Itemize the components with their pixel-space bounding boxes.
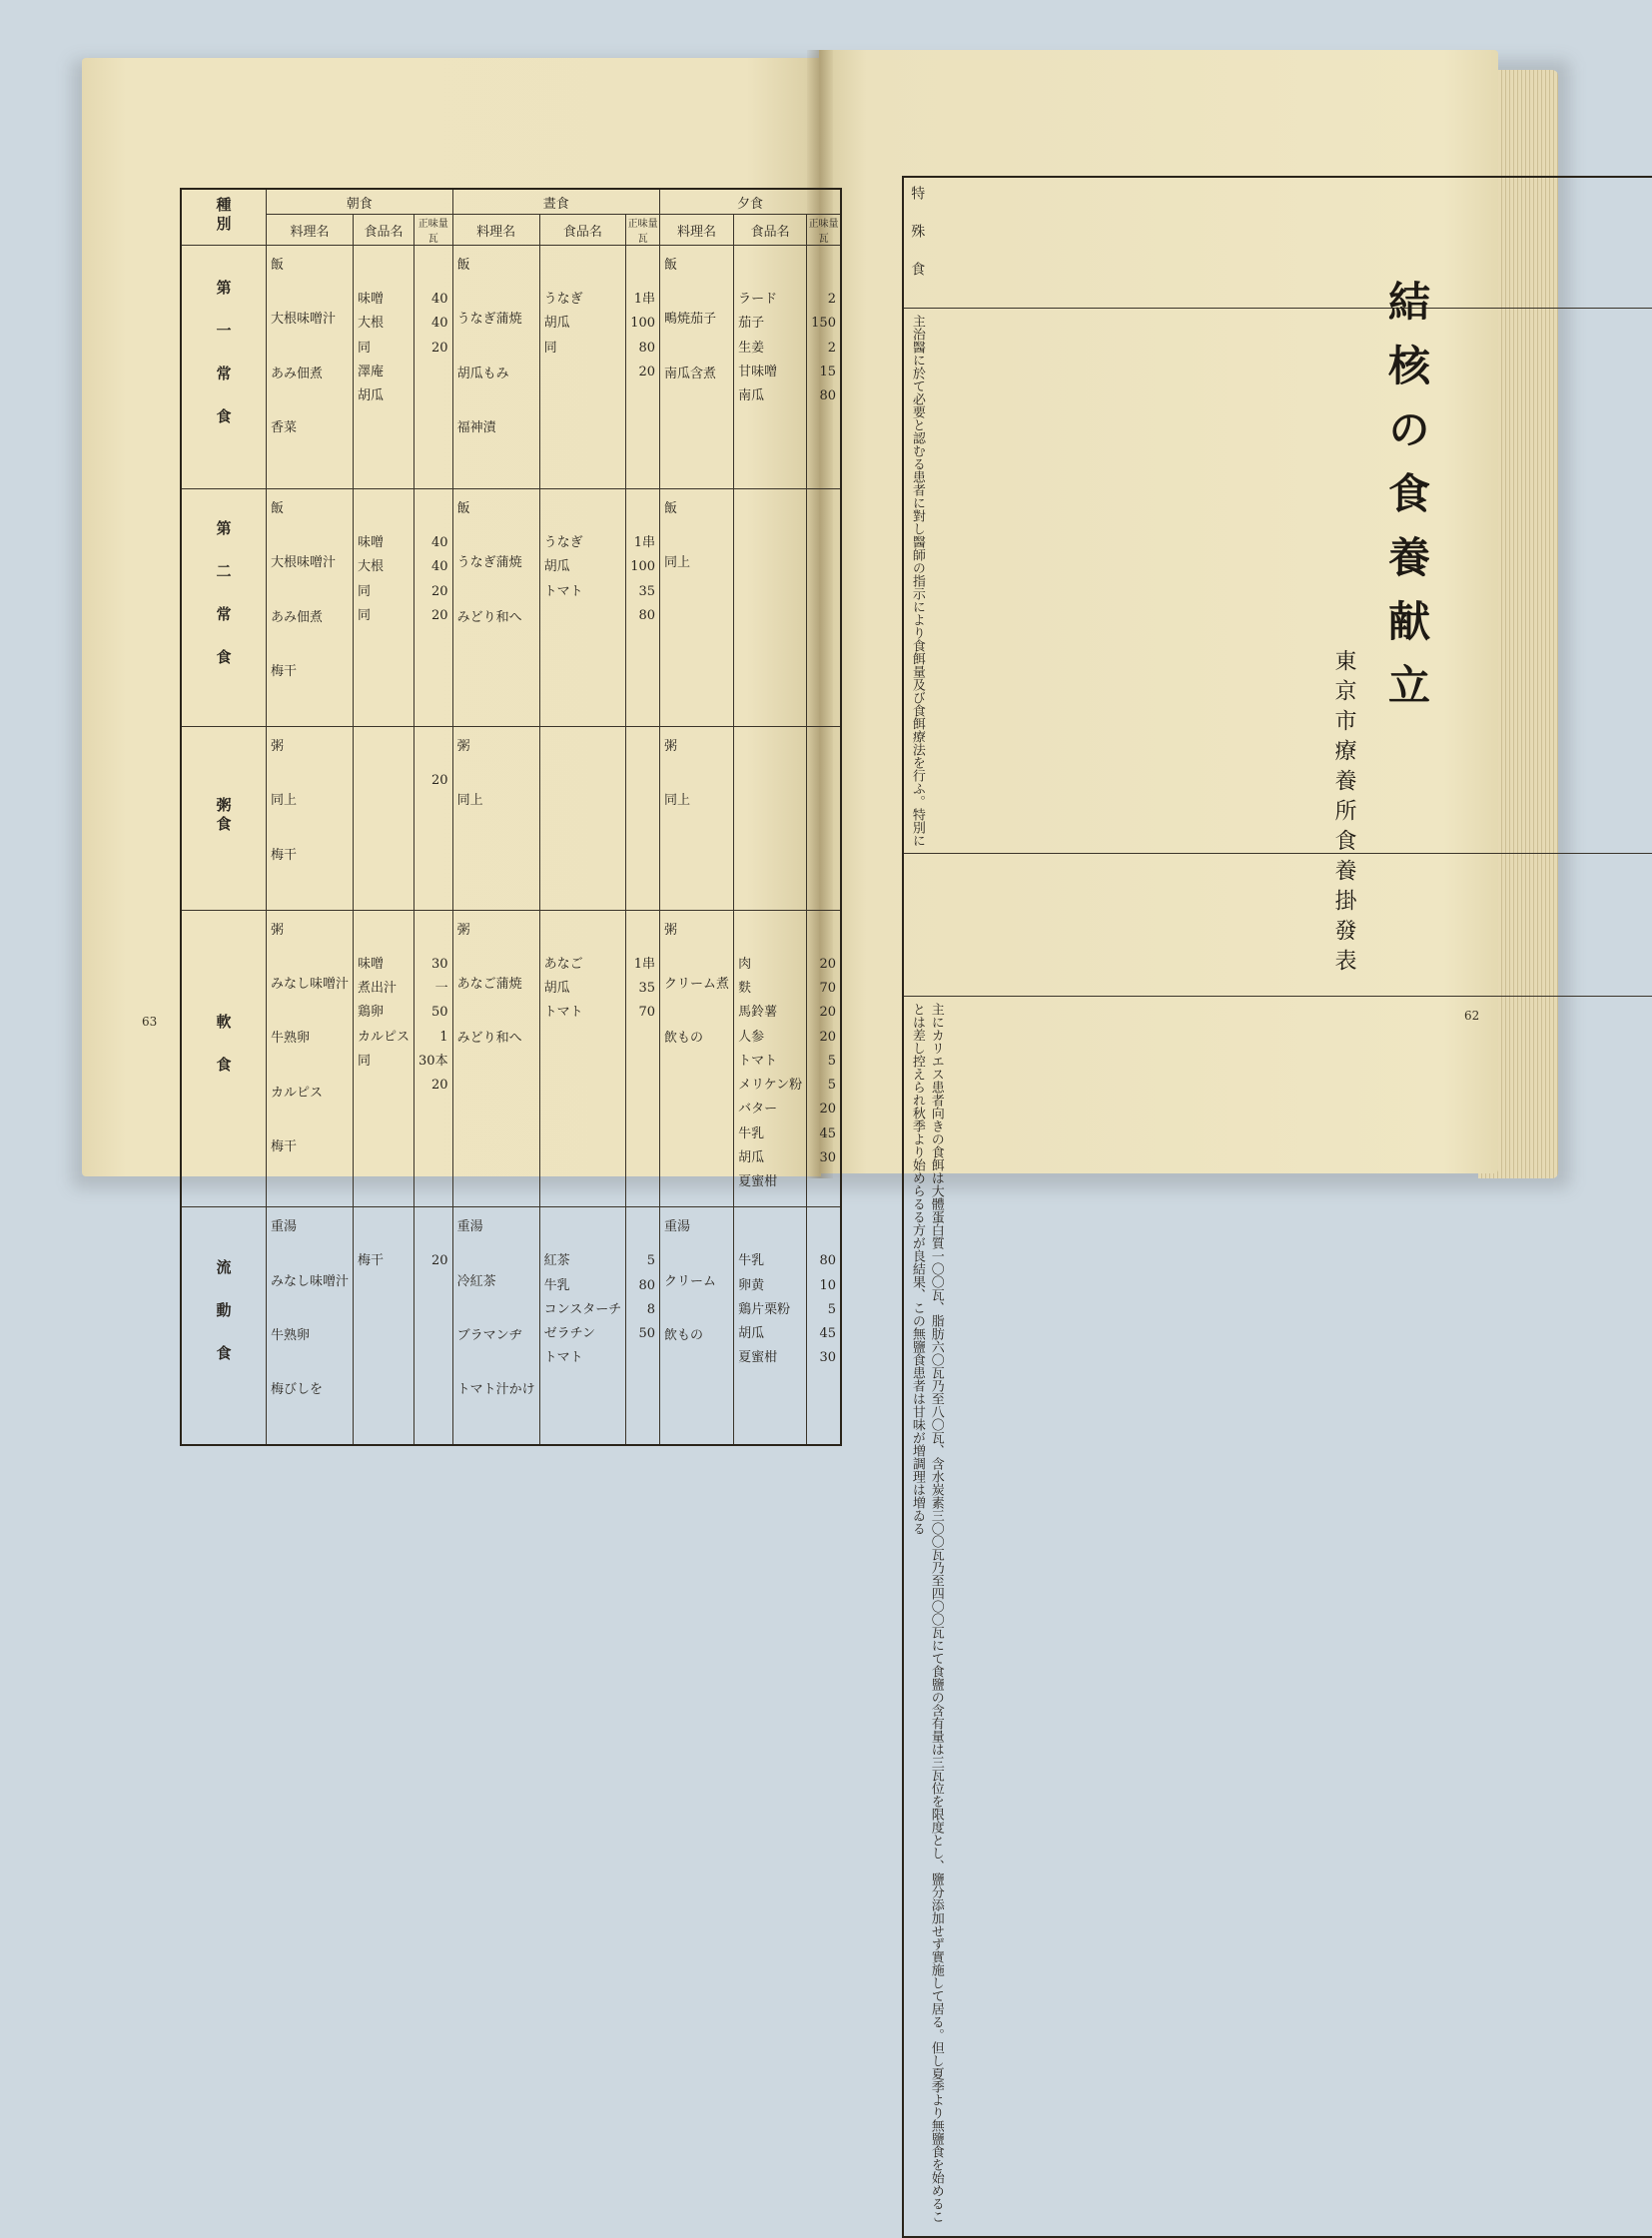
cell-line: 20	[418, 608, 448, 624]
cell-line: 同上	[664, 793, 729, 809]
l-dish-cell	[452, 1207, 539, 1446]
d-food-cell	[734, 1207, 807, 1446]
l-qty-cell	[626, 489, 660, 727]
cooking-content-cell: 主にカリエス患者向きの食餌は大體蛋白質一〇〇瓦、脂肪六〇瓦乃至八〇瓦、含水炭素三〇〇瓦乃至四〇〇瓦にて食鹽の含有量は三瓦位を限度とし、鹽分添加せず實施して居る。但し夏季より無鹽食を始めることは差し控えられ秋季より始めらるる方が良結果、この無鹽食患者は甘味が増調理は増ゐる	[903, 997, 1652, 2238]
cell-line: 胡瓜	[738, 1150, 802, 1166]
cell-line: トマト	[738, 1054, 802, 1070]
cell-line: 福神漬	[457, 420, 535, 436]
cell-line: みどり和へ	[457, 610, 535, 626]
cell-line: カルピス	[271, 1086, 349, 1102]
cell-line: 味噌	[358, 957, 410, 973]
cell-line: クリーム	[664, 1274, 729, 1290]
l-qty-cell	[626, 1207, 660, 1446]
cell-line: 30	[811, 1150, 836, 1166]
cell-line: 飲もの	[664, 1328, 729, 1344]
dinner-header: 夕食	[660, 189, 841, 215]
cell-line: 飯	[664, 258, 729, 274]
cell-line: 20	[811, 1030, 836, 1046]
cell-line: 20	[811, 1102, 836, 1118]
d-qty-cell	[807, 1207, 841, 1446]
cell-line: 重湯	[457, 1219, 535, 1235]
d-qty-cell	[807, 727, 841, 911]
cell-line: 澤庵	[358, 365, 410, 380]
cell-line: 同	[358, 608, 410, 624]
cell-line: 15	[811, 365, 836, 380]
cell-line: 20	[418, 584, 448, 600]
cell-line: 飯	[457, 501, 535, 517]
l-food-cell	[539, 489, 626, 727]
cell-line: 鶏片栗粉	[738, 1302, 802, 1318]
l-qty-cell	[626, 910, 660, 1207]
name-row	[903, 177, 1652, 309]
cell-line: 粥	[457, 739, 535, 755]
cell-line: 大根味噌汁	[271, 312, 349, 328]
cell-line: 同	[544, 341, 622, 357]
cell-line: 同	[358, 341, 410, 357]
cell-line: 甘味噌	[738, 365, 802, 380]
dish-header: 料理名	[452, 215, 539, 246]
cell-line: 45	[811, 1126, 836, 1142]
cell-line: 5	[630, 1253, 655, 1269]
cell-line: 馬鈴薯	[738, 1005, 802, 1021]
d-food-cell	[734, 489, 807, 727]
cell-line: 粥	[457, 923, 535, 939]
cell-line: 味噌	[358, 535, 410, 551]
cell-line: 夏蜜柑	[738, 1174, 802, 1190]
diet-category-label: 軟食	[181, 910, 267, 1207]
cell-line: 同	[358, 584, 410, 600]
cell-line: 8	[630, 1302, 655, 1318]
cell-line: 牛熟卵	[271, 1031, 349, 1047]
cell-line: 45	[811, 1326, 836, 1342]
cell-line: トマト	[544, 1350, 622, 1366]
cell-line: 40	[418, 535, 448, 551]
cell-line: 2	[811, 292, 836, 308]
b-qty-cell	[414, 489, 453, 727]
l-dish-cell	[452, 727, 539, 911]
cell-line: 飯	[457, 258, 535, 274]
cell-line: 茄子	[738, 316, 802, 332]
dish-header: 料理名	[660, 215, 734, 246]
cell-line: コンスターチ	[544, 1302, 622, 1318]
cell-line: 味噌	[358, 292, 410, 308]
menu-rows	[181, 246, 841, 1446]
cell-line: 冷紅茶	[457, 1274, 535, 1290]
cell-line: ゼラチン	[544, 1326, 622, 1342]
cell-line: 胡瓜もみ	[457, 367, 535, 382]
cell-line: 2	[811, 341, 836, 357]
cell-line: 同上	[271, 793, 349, 809]
cell-line: 30	[418, 957, 448, 973]
cell-line: 35	[630, 981, 655, 997]
cell-line: 牛乳	[544, 1278, 622, 1294]
cell-line: 胡瓜	[544, 316, 622, 332]
page-number-left: 63	[142, 1015, 157, 1029]
cell-line: 20	[630, 365, 655, 380]
cell-line: みどり和へ	[457, 1031, 535, 1047]
cell-line: 70	[630, 1005, 655, 1021]
cell-line: 紅茶	[544, 1253, 622, 1269]
b-qty-cell	[414, 727, 453, 911]
cell-line: バター	[738, 1102, 802, 1118]
food-header: 食品名	[734, 215, 807, 246]
meal-header-row	[181, 189, 841, 215]
qty-header: 正味量瓦	[626, 215, 660, 246]
cell-line: 50	[418, 1005, 448, 1021]
d-qty-cell	[807, 910, 841, 1207]
cell-line: 80	[811, 1253, 836, 1269]
cell-line: トマト汁かけ	[457, 1382, 535, 1398]
l-qty-cell	[626, 246, 660, 489]
cell-line: 1串	[630, 957, 655, 973]
cell-line: 70	[811, 981, 836, 997]
cell-line: 生姜	[738, 341, 802, 357]
cell-line: あみ佃煮	[271, 610, 349, 626]
b-food-cell	[354, 727, 414, 911]
diet-name-cell: 特殊食	[903, 177, 1652, 309]
cell-line: 香菜	[271, 420, 349, 436]
cell-line: 牛乳	[738, 1126, 802, 1142]
lunch-header: 晝食	[452, 189, 659, 215]
diet-category-label: 第二常食	[181, 489, 267, 727]
l-dish-cell	[452, 489, 539, 727]
cell-line: カルピス	[358, 1030, 410, 1046]
cell-line: 梅干	[358, 1253, 410, 1269]
cell-line: 80	[630, 341, 655, 357]
d-qty-cell	[807, 246, 841, 489]
l-dish-cell	[452, 246, 539, 489]
l-dish-cell	[452, 910, 539, 1207]
cell-line: うなぎ蒲焼	[457, 555, 535, 571]
cell-line: 大根味噌汁	[271, 555, 349, 571]
cell-line: 20	[418, 773, 448, 789]
cell-line: 鴫焼茄子	[664, 312, 729, 328]
cell-line: 40	[418, 559, 448, 575]
d-dish-cell	[660, 489, 734, 727]
b-qty-cell	[414, 910, 453, 1207]
menu-row	[181, 489, 841, 727]
content-row	[903, 997, 1652, 2238]
cell-line: 夏蜜柑	[738, 1350, 802, 1366]
cell-line: 胡瓜	[544, 981, 622, 997]
cell-line: 飲もの	[664, 1031, 729, 1047]
cell-line: 煮出汁	[358, 981, 410, 997]
cell-line: 80	[630, 608, 655, 624]
cell-line: 10	[811, 1278, 836, 1294]
patients-row	[903, 854, 1652, 997]
d-food-cell	[734, 246, 807, 489]
menu-row	[181, 727, 841, 911]
cell-line: 胡瓜	[738, 1326, 802, 1342]
cell-line: 人参	[738, 1030, 802, 1046]
d-qty-cell	[807, 489, 841, 727]
cell-line: 150	[811, 316, 836, 332]
vessel-row	[903, 309, 1652, 854]
page-number-right: 62	[1464, 1009, 1479, 1023]
d-food-cell	[734, 727, 807, 911]
cell-line: 80	[811, 388, 836, 404]
page-title: 結核の食養献立	[1376, 280, 1436, 727]
d-dish-cell	[660, 1207, 734, 1446]
cell-line: 南瓜	[738, 388, 802, 404]
cell-line: 粥	[664, 923, 729, 939]
cell-line: 大根	[358, 316, 410, 332]
cell-line: トマト	[544, 1005, 622, 1021]
b-qty-cell	[414, 1207, 453, 1446]
cell-line: 5	[811, 1054, 836, 1070]
cell-line: うなぎ	[544, 535, 622, 551]
cell-line: あなご蒲焼	[457, 977, 535, 993]
breakfast-header: 朝食	[267, 189, 453, 215]
cell-line: みなし味噌汁	[271, 977, 349, 993]
b-qty-cell	[414, 246, 453, 489]
d-food-cell	[734, 910, 807, 1207]
d-dish-cell	[660, 910, 734, 1207]
cell-line: 飯	[271, 258, 349, 274]
column-header-row	[181, 215, 841, 246]
cell-line: 5	[811, 1302, 836, 1318]
cell-line: 牛乳	[738, 1253, 802, 1269]
cell-line: 20	[811, 957, 836, 973]
cell-line: 一	[418, 981, 448, 997]
cell-line: 粥	[271, 739, 349, 755]
cell-line: 卵黄	[738, 1278, 802, 1294]
cell-line: 20	[811, 1005, 836, 1021]
cell-line: クリーム煮	[664, 977, 729, 993]
cell-line: 1串	[630, 535, 655, 551]
b-dish-cell	[267, 910, 354, 1207]
cell-line: 飯	[664, 501, 729, 517]
cell-line: 100	[630, 559, 655, 575]
cell-line: 肉	[738, 957, 802, 973]
l-food-cell	[539, 727, 626, 911]
menu-table	[180, 188, 842, 1446]
cell-line: 麩	[738, 981, 802, 997]
cell-line: うなぎ	[544, 292, 622, 308]
b-food-cell	[354, 246, 414, 489]
patient-count-cell	[903, 854, 1652, 997]
dish-header: 料理名	[267, 215, 354, 246]
qty-header: 正味量瓦	[414, 215, 453, 246]
cell-line: 同上	[664, 555, 729, 571]
cell-line: 20	[418, 341, 448, 357]
cell-line: 粥	[664, 739, 729, 755]
food-header: 食品名	[539, 215, 626, 246]
cell-line: 牛熟卵	[271, 1328, 349, 1344]
b-food-cell	[354, 489, 414, 727]
cell-line: 40	[418, 316, 448, 332]
l-food-cell	[539, 910, 626, 1207]
cell-line: 南瓜含煮	[664, 367, 729, 382]
diet-type-table	[902, 176, 1652, 2238]
cell-line: 同	[358, 1054, 410, 1070]
b-dish-cell	[267, 1207, 354, 1446]
diet-category-label: 流動食	[181, 1207, 267, 1446]
menu-row	[181, 1207, 841, 1446]
cell-line: 40	[418, 292, 448, 308]
cell-line: うなぎ蒲焼	[457, 312, 535, 328]
cell-line: 30	[811, 1350, 836, 1366]
diet-category-label: 粥食	[181, 727, 267, 911]
cell-line: 20	[418, 1253, 448, 1269]
d-dish-cell	[660, 727, 734, 911]
cell-line: 1串	[630, 292, 655, 308]
cell-line: 30本	[418, 1054, 448, 1070]
cell-line: 胡瓜	[358, 388, 410, 404]
diet-category-label: 第一常食	[181, 246, 267, 489]
cell-line: あみ佃煮	[271, 367, 349, 382]
cell-line: 大根	[358, 559, 410, 575]
cell-line: 1	[418, 1030, 448, 1046]
category-header: 種別	[181, 189, 267, 246]
b-food-cell	[354, 1207, 414, 1446]
vessel-cell: 主治醫に於て必要と認むる患者に對し醫師の指示により食餌量及び食餌療法を行ふ。特別に	[903, 309, 1652, 854]
b-dish-cell	[267, 727, 354, 911]
cell-line: 5	[811, 1078, 836, 1094]
cell-line: 重湯	[664, 1219, 729, 1235]
menu-row	[181, 910, 841, 1207]
cell-line: あなご	[544, 957, 622, 973]
cell-line: 50	[630, 1326, 655, 1342]
l-food-cell	[539, 246, 626, 489]
cell-line: 粥	[271, 923, 349, 939]
cell-line: ラード	[738, 292, 802, 308]
publisher-credit: 東京市療養所食養掛發表	[1328, 649, 1359, 979]
cell-line: 梅干	[271, 1139, 349, 1155]
b-dish-cell	[267, 489, 354, 727]
cell-line: 梅びしを	[271, 1382, 349, 1398]
cell-line: トマト	[544, 584, 622, 600]
cell-line: 胡瓜	[544, 559, 622, 575]
cell-line: 飯	[271, 501, 349, 517]
qty-header: 正味量瓦	[807, 215, 841, 246]
b-dish-cell	[267, 246, 354, 489]
cell-line: 同上	[457, 793, 535, 809]
food-header: 食品名	[354, 215, 414, 246]
cell-line: 35	[630, 584, 655, 600]
b-food-cell	[354, 910, 414, 1207]
menu-row	[181, 246, 841, 489]
cell-line: メリケン粉	[738, 1078, 802, 1094]
cell-line: みなし味噌汁	[271, 1274, 349, 1290]
cell-line: 梅干	[271, 664, 349, 680]
cell-line: 100	[630, 316, 655, 332]
cell-line: ブラマンヂ	[457, 1328, 535, 1344]
cell-line: 鶏卵	[358, 1005, 410, 1021]
d-dish-cell	[660, 246, 734, 489]
cell-line: 重湯	[271, 1219, 349, 1235]
cell-line: 20	[418, 1078, 448, 1094]
l-qty-cell	[626, 727, 660, 911]
cell-line: 80	[630, 1278, 655, 1294]
l-food-cell	[539, 1207, 626, 1446]
cell-line: 梅干	[271, 848, 349, 864]
